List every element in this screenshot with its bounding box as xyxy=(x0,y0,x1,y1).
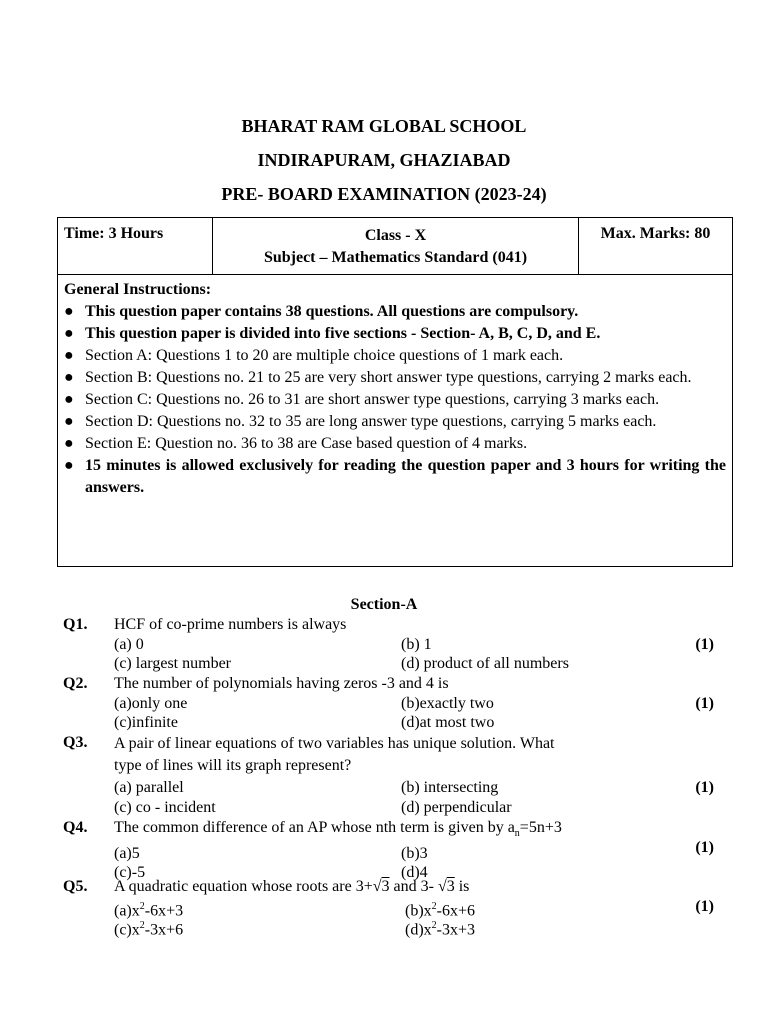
bullet-icon: ● xyxy=(64,457,74,474)
question-number: Q4. xyxy=(63,819,88,836)
question-text: The common difference of an AP whose nth term is given by $a_n=5n+3$ xyxy=(114,819,562,840)
question-3 xyxy=(63,733,723,817)
question-1 xyxy=(63,615,723,674)
option-b: (b) 1 xyxy=(401,635,432,653)
instruction-item: ● Section B: Questions no. 21 to 25 are very short answer type questions, carrying 2 marks each. xyxy=(64,367,726,389)
instructions-list xyxy=(64,301,726,499)
option-d: $(d)x^2-3x+3$ xyxy=(405,920,476,939)
option-a: (a) parallel xyxy=(114,779,184,796)
question-marks: (1) xyxy=(695,839,714,856)
marks-cell: Max. Marks: 80 xyxy=(600,225,711,242)
option-b: (b) intersecting xyxy=(401,779,499,796)
option-d: (d) perpendicular xyxy=(401,798,512,816)
question-5 xyxy=(63,877,723,939)
question-marks: (1) xyxy=(695,636,714,653)
general-instructions xyxy=(58,275,732,499)
option-c: (c)infinite xyxy=(114,714,178,731)
option-b: (b)exactly two xyxy=(401,694,494,712)
question-number: Q1. xyxy=(63,616,88,633)
question-text: HCF of co-prime numbers is always xyxy=(114,616,347,633)
question-options xyxy=(114,635,723,674)
question-4 xyxy=(63,818,723,883)
instruction-item: ● Section A: Questions 1 to 20 are multiple choice questions of 1 mark each. xyxy=(64,345,726,367)
bullet-icon: ● xyxy=(64,391,74,408)
question-number: Q2. xyxy=(63,675,88,692)
bullet-icon: ● xyxy=(64,325,74,342)
instruction-item: ● This question paper is divided into five sections - Section- A, B, C, D, and E. xyxy=(64,323,726,345)
instruction-item: ● Section D: Questions no. 32 to 35 are long answer type questions, carrying 5 marks each. xyxy=(64,411,726,433)
question-text-line: type of lines will its graph represent? xyxy=(114,757,352,774)
question-text xyxy=(114,733,723,777)
question-2 xyxy=(63,674,723,733)
question-text: A quadratic equation whose roots are 3+√3 and 3- √3 is xyxy=(114,878,470,895)
bullet-icon: ● xyxy=(64,435,74,452)
option-d: (d)at most two xyxy=(401,714,495,731)
time-cell: Time: 3 Hours xyxy=(58,218,213,274)
option-b: (b)3 xyxy=(401,844,428,862)
question-number: Q3. xyxy=(63,734,88,751)
question-text: The number of polynomials having zeros -3 and 4 is xyxy=(114,675,449,692)
info-box xyxy=(57,217,733,567)
bullet-icon: ● xyxy=(64,413,74,430)
question-number: Q5. xyxy=(63,878,88,895)
option-c: $(c)x^2-3x+6$ xyxy=(114,920,184,939)
option-a: (a) 0 xyxy=(114,635,144,653)
instruction-item: ● This question paper contains 38 questions. All questions are compulsory. xyxy=(64,301,726,323)
question-marks: (1) xyxy=(695,898,714,915)
option-a: $(a)x^2-6x+3$ xyxy=(114,900,184,919)
option-a: (a)only one xyxy=(114,694,188,712)
question-options xyxy=(114,778,723,817)
subject-label: Subject – Mathematics Standard (041) xyxy=(263,249,528,266)
question-marks: (1) xyxy=(695,695,714,712)
exam-title: PRE- BOARD EXAMINATION (2023-24) xyxy=(221,184,547,204)
option-a: (a)5 xyxy=(114,844,140,862)
option-c: (c)-5 xyxy=(114,864,146,882)
school-name: BHARAT RAM GLOBAL SCHOOL xyxy=(241,116,527,136)
option-c: (c) co - incident xyxy=(114,798,216,816)
instructions-title: General Instructions: xyxy=(64,281,212,298)
option-b: $(b)x^2-6x+6$ xyxy=(405,900,476,919)
question-options xyxy=(114,897,723,939)
sqrt-symbol: √3 xyxy=(437,878,455,895)
bullet-icon: ● xyxy=(64,369,74,386)
question-marks: (1) xyxy=(695,779,714,796)
school-location: INDIRAPURAM, GHAZIABAD xyxy=(257,150,511,170)
info-row xyxy=(58,218,732,275)
class-cell xyxy=(213,218,579,274)
option-d: (d) product of all numbers xyxy=(401,655,569,672)
instruction-item: ● Section C: Questions no. 26 to 31 are short answer type questions, carrying 3 marks each. xyxy=(64,389,726,411)
option-c: (c) largest number xyxy=(114,655,231,672)
instruction-item: ● 15 minutes is allowed exclusively for reading the question paper and 3 hours for writing the answers. xyxy=(64,457,726,496)
sqrt-symbol: √3 xyxy=(372,878,390,895)
option-d: (d)4 xyxy=(401,864,428,882)
section-a-title: Section-A xyxy=(350,596,418,613)
bullet-icon: ● xyxy=(64,303,74,320)
question-options xyxy=(114,694,723,733)
bullet-icon: ● xyxy=(64,347,74,364)
question-text-line: A pair of linear equations of two variables has unique solution. What xyxy=(114,735,555,752)
instruction-item: ● Section E: Question no. 36 to 38 are Case based question of 4 marks. xyxy=(64,433,726,455)
class-label: Class - X xyxy=(364,227,427,244)
